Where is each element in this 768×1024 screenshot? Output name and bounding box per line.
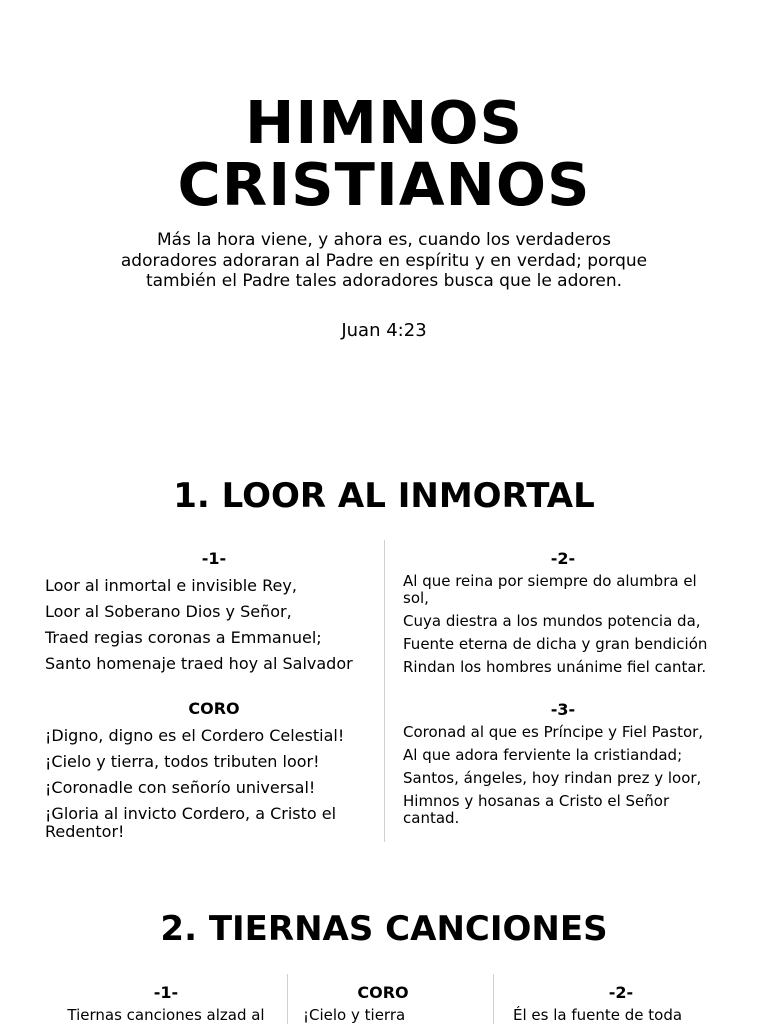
hymn-2-chorus (303, 983, 463, 1024)
stanza-label: -1- (201, 549, 227, 568)
lyric-line: Él es la fuente de toda (513, 1006, 683, 1024)
hymn-1-stanza-1 (45, 549, 383, 673)
lyric-line: ¡Cielo y tierra, todos tributen loor! (45, 752, 320, 771)
verse-reference: Juan 4:23 (341, 320, 427, 341)
hymn-1-title: 1. LOOR AL INMORTAL (173, 476, 595, 516)
lyric-line: Al que adora ferviente la cristiandad; (403, 746, 683, 764)
hymn-1-stanza-2 (403, 549, 723, 676)
lyric-line: ¡Cielo y tierra (303, 1006, 406, 1024)
lyric-line: Loor al Soberano Dios y Señor, (45, 602, 292, 621)
hymn-1-left-column (45, 549, 383, 841)
lyric-line: ¡Coronadle con señorío universal! (45, 778, 316, 797)
lyric-line: Santo homenaje traed hoy al Salvador (45, 654, 353, 673)
title-line-2: CRISTIANOS (177, 150, 591, 219)
lyric-line: Cuya diestra a los mundos potencia da, (403, 612, 701, 630)
column-divider (384, 540, 385, 842)
column-divider (493, 974, 494, 1024)
lyric-line: Fuente eterna de dicha y gran bendición (403, 635, 708, 653)
stanza-label: -1- (153, 983, 179, 1002)
lyric-line: Coronad al que es Príncipe y Fiel Pastor, (403, 723, 704, 741)
chorus-label: CORO (357, 983, 409, 1002)
title-line-1: HIMNOS (244, 88, 524, 157)
chorus-label: CORO (188, 699, 240, 718)
hymn-2-stanza-1 (50, 983, 282, 1024)
stanza-label: -2- (608, 983, 634, 1002)
epigraph-verse: Más la hora viene, y ahora es, cuando los verdaderos adoradores adoraran al Padre en espíritu y en verdad; porque también el Padre tales adoradores busca que le adoren. (120, 230, 648, 291)
hymn-1-stanza-3 (403, 700, 723, 827)
lyric-line: Tiernas canciones alzad al (67, 1006, 265, 1024)
document-title (0, 88, 768, 219)
hymn-1-right-column (403, 549, 723, 827)
lyric-line: ¡Gloria al invicto Cordero, a Cristo el Redentor! (45, 804, 337, 841)
stanza-label: -2- (550, 549, 576, 568)
lyric-line: ¡Digno, digno es el Cordero Celestial! (45, 726, 345, 745)
lyric-line: Al que reina por siempre do alumbra el sol, (403, 572, 697, 607)
lyric-line: Loor al inmortal e invisible Rey, (45, 576, 297, 595)
lyric-line: Traed regias coronas a Emmanuel; (45, 628, 322, 647)
lyric-line: Himnos y hosanas a Cristo el Señor cantad. (403, 792, 670, 827)
lyric-line: Rindan los hombres unánime fiel cantar. (403, 658, 707, 676)
hymn-2-title: 2. TIERNAS CANCIONES (160, 909, 608, 949)
column-divider (287, 974, 288, 1024)
lyric-line: Santos, ángeles, hoy rindan prez y loor, (403, 769, 702, 787)
hymn-1-chorus (45, 699, 383, 841)
stanza-label: -3- (550, 700, 576, 719)
hymn-2-stanza-2 (513, 983, 729, 1024)
